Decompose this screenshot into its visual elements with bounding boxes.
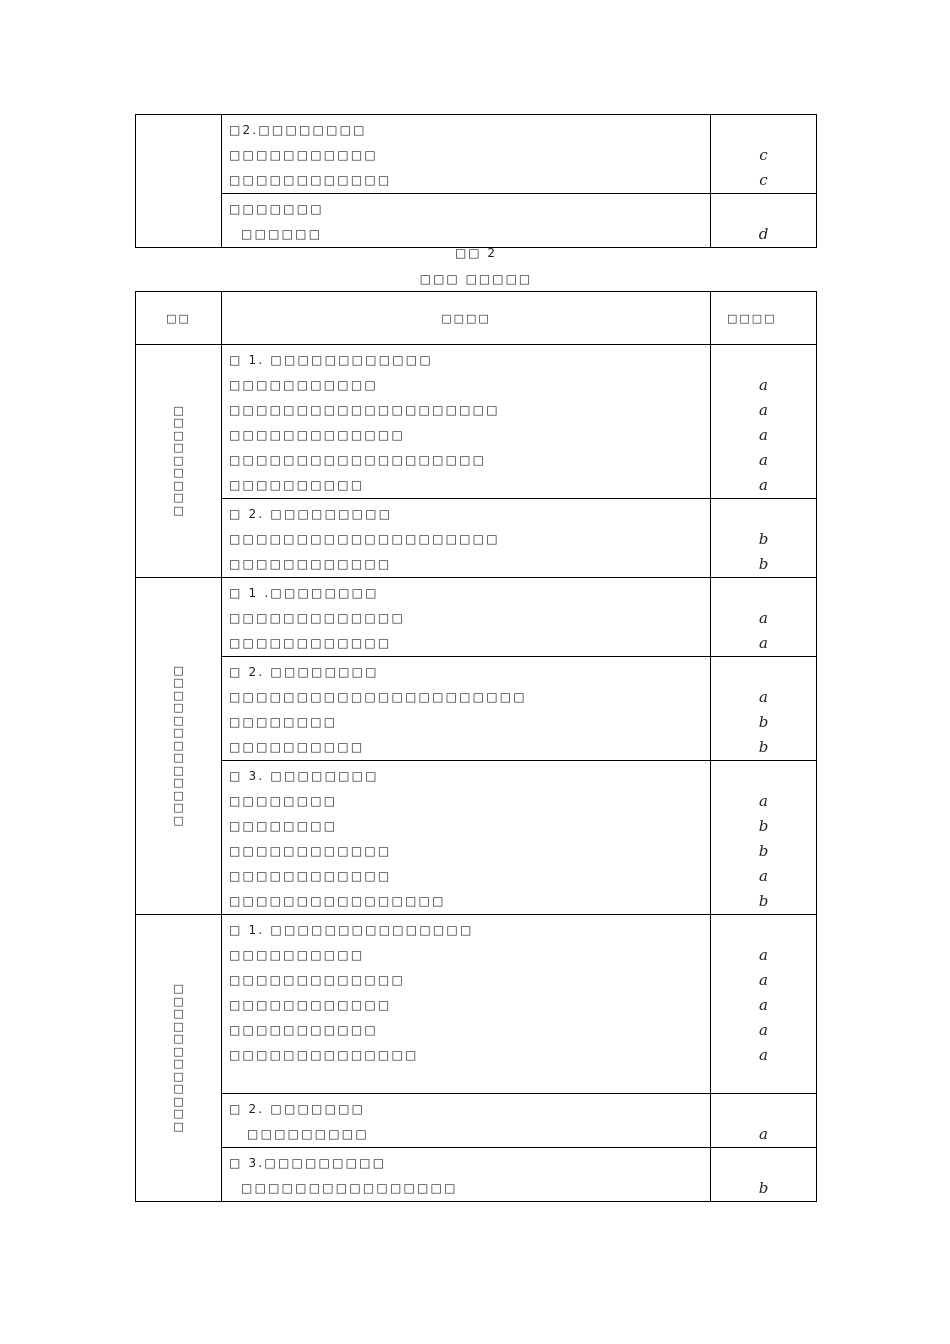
grade-value — [711, 348, 816, 373]
grade-value: b — [758, 1179, 769, 1197]
grade-value — [711, 764, 816, 789]
content-line: □□□□□□□□□□□□ — [229, 844, 392, 858]
grade-list — [711, 1148, 816, 1201]
grade-value: b — [758, 817, 769, 835]
content-lines — [222, 578, 710, 656]
content-lines — [222, 345, 710, 498]
content-line: □□□□□□□□□□□□ — [229, 636, 392, 650]
content-line: □ 1. □□□□□□□□□□□□□□□ — [229, 923, 474, 937]
grade-value: b — [758, 892, 769, 910]
content-lines — [222, 657, 710, 760]
content-line: □ 1 .□□□□□□□□ — [229, 586, 379, 600]
content-line: □□□□□□□□□ — [229, 1127, 369, 1141]
grade-list — [711, 499, 816, 577]
category-char: □ — [173, 1044, 184, 1058]
grade-value: a — [759, 426, 768, 444]
grade-cell — [711, 1148, 817, 1202]
grade-value — [711, 118, 816, 143]
category-char: □ — [173, 1082, 184, 1095]
grade-value: a — [759, 1046, 768, 1064]
table-row — [136, 915, 817, 1094]
grade-value: d — [758, 225, 769, 243]
content-line: □□□□□□□□□□□□□□□□□□□□ — [229, 403, 500, 417]
category-char: □ — [173, 726, 184, 740]
content-line: □□□□□□□□□□□□ — [229, 869, 392, 883]
content-line: □□□□□□□ — [229, 202, 324, 216]
grade-list — [711, 578, 816, 656]
content-line: □□□□□□□□□□□□□□□□ — [229, 1181, 458, 1195]
content-line: □□□□□□□□□□□□□ — [229, 973, 405, 987]
grade-value: b — [758, 842, 769, 860]
category-char: □ — [173, 788, 184, 802]
content-line: □□□□□□□□□□□ — [229, 148, 378, 162]
content-line: □□□□□□□□□□□□□□□□□□□□□□ — [229, 690, 527, 704]
content-line: □2.□□□□□□□□ — [229, 123, 367, 137]
grade-value: a — [759, 971, 768, 989]
grade-value: a — [759, 867, 768, 885]
grade-cell — [711, 657, 817, 761]
header-level: □□□□ — [711, 292, 817, 345]
grade-value: a — [759, 996, 768, 1014]
content-line: □□□□□□□□□□□□□□□□□□□ — [229, 453, 487, 467]
grade-value: a — [759, 401, 768, 419]
grade-value — [711, 918, 816, 943]
content-cell — [222, 1094, 711, 1148]
content-line: □□□□□□□□ — [229, 819, 338, 833]
content-lines — [222, 115, 710, 193]
category-char: □ — [173, 1057, 184, 1070]
table-row — [136, 578, 817, 657]
grade-value: c — [759, 146, 768, 164]
category-char: □ — [173, 1119, 184, 1133]
content-line: □□□□□□□□□□□□□□ — [229, 1048, 419, 1062]
category-char: □ — [173, 801, 184, 815]
content-line — [229, 1068, 710, 1093]
content-lines — [222, 1148, 710, 1201]
content-line: □□□□□□□□□□ — [229, 948, 365, 962]
grade-value — [711, 1068, 816, 1093]
content-line: □□□□□□□□□□□□□□□□ — [229, 894, 446, 908]
header-content: □□□□ — [222, 292, 711, 345]
content-cell — [222, 1148, 711, 1202]
grade-cell — [711, 578, 817, 657]
category-char: □ — [173, 1032, 184, 1045]
category-char: □ — [173, 982, 184, 995]
category-cell — [136, 345, 222, 578]
content-line: □□□□□□□□□□□□ — [229, 998, 392, 1012]
grade-value: a — [759, 476, 768, 494]
content-line: □□□□□□□□□□ — [229, 478, 365, 492]
category-char: □ — [173, 428, 184, 442]
continuation-table — [135, 114, 817, 248]
content-line: □ 3. □□□□□□□□ — [229, 769, 379, 783]
table-row — [136, 657, 817, 761]
content-line: □□□□□□□□□□□□ — [229, 173, 392, 187]
category-char: □ — [173, 416, 184, 430]
grade-value: a — [759, 634, 768, 652]
category-char: □ — [173, 663, 184, 677]
content-line: □□□□□□□□ — [229, 715, 338, 729]
category-cell — [136, 915, 222, 1202]
category-char: □ — [173, 491, 184, 505]
category-char: □ — [173, 701, 184, 715]
grade-value — [711, 197, 816, 222]
table-caption-title: □□□ □□□□□ — [419, 272, 533, 286]
grade-value: a — [759, 792, 768, 810]
category-char: □ — [173, 453, 184, 467]
category-char: □ — [173, 676, 184, 690]
grade-value: a — [759, 376, 768, 394]
category-char: □ — [173, 1094, 184, 1108]
category-char: □ — [173, 688, 184, 702]
grade-value: b — [758, 713, 769, 731]
grade-list — [711, 115, 816, 193]
table-caption-number: □□ 2 — [454, 246, 498, 260]
grade-value — [711, 660, 816, 685]
content-lines — [222, 194, 710, 247]
category-cell — [136, 115, 222, 248]
content-line: □ 2. □□□□□□□□□ — [229, 507, 393, 521]
content-cell — [222, 345, 711, 499]
content-lines — [222, 499, 710, 577]
grade-value: b — [758, 738, 769, 756]
content-line: □ 2. □□□□□□□□ — [229, 665, 379, 679]
category-char: □ — [173, 1007, 184, 1020]
category-char: □ — [173, 751, 184, 765]
content-cell — [222, 915, 711, 1094]
content-line: □□□□□□□□□□ — [229, 740, 365, 754]
category-char: □ — [173, 763, 184, 777]
grade-cell — [711, 499, 817, 578]
table-row — [136, 1148, 817, 1202]
content-line: □□□□□□□□□□□□□ — [229, 611, 405, 625]
category-char: □ — [173, 1019, 184, 1033]
grade-value: a — [759, 1125, 768, 1143]
category-char: □ — [173, 713, 184, 727]
grade-list — [711, 915, 816, 1093]
content-line: □□□□□□□□□□□□□□□□□□□□ — [229, 532, 500, 546]
content-cell — [222, 578, 711, 657]
grade-value — [711, 581, 816, 606]
standards-table — [135, 291, 817, 1202]
content-line: □□□□□□ — [229, 227, 323, 241]
grade-cell — [711, 345, 817, 499]
category-char: □ — [173, 441, 184, 455]
content-line: □□□□□□□□□□□ — [229, 378, 378, 392]
category-char: □ — [173, 503, 184, 517]
category-char: □ — [173, 478, 184, 492]
content-line: □ 3.□□□□□□□□□ — [229, 1156, 387, 1170]
category-char: □ — [173, 994, 184, 1008]
grade-cell — [711, 1094, 817, 1148]
grade-list — [711, 194, 816, 247]
category-char: □ — [173, 1107, 184, 1120]
table-row — [136, 115, 817, 194]
grade-list — [711, 1094, 816, 1147]
content-cell — [222, 194, 711, 248]
content-cell — [222, 657, 711, 761]
content-line: □□□□□□□□□□□□□ — [229, 428, 405, 442]
content-line: □ 2. □□□□□□□ — [229, 1102, 366, 1116]
grade-cell — [711, 915, 817, 1094]
grade-list — [711, 761, 816, 914]
content-lines — [222, 915, 710, 1093]
table-header-row — [136, 292, 817, 345]
content-line: □ 1. □□□□□□□□□□□□ — [229, 353, 433, 367]
table-row — [136, 761, 817, 915]
grade-value: a — [759, 688, 768, 706]
table-row — [136, 1094, 817, 1148]
content-cell — [222, 761, 711, 915]
category-cell — [136, 578, 222, 915]
grade-value — [711, 1151, 816, 1176]
content-line: □□□□□□□□□□□□ — [229, 557, 392, 571]
category-char: □ — [173, 776, 184, 790]
category-char: □ — [173, 813, 184, 827]
grade-value: b — [758, 530, 769, 548]
grade-value: b — [758, 555, 769, 573]
table-row — [136, 499, 817, 578]
grade-cell — [711, 194, 817, 248]
content-line: □□□□□□□□ — [229, 794, 338, 808]
content-cell — [222, 115, 711, 194]
grade-value: a — [759, 946, 768, 964]
grade-value: a — [759, 609, 768, 627]
category-char: □ — [173, 466, 184, 480]
content-line: □□□□□□□□□□□ — [229, 1023, 378, 1037]
grade-value — [711, 1097, 816, 1122]
grade-cell — [711, 115, 817, 194]
grade-value: a — [759, 1021, 768, 1039]
table-row — [136, 345, 817, 499]
content-cell — [222, 499, 711, 578]
content-lines — [222, 761, 710, 914]
header-category: □□ — [136, 292, 222, 345]
category-char: □ — [173, 403, 184, 417]
grade-value — [711, 502, 816, 527]
grade-value: c — [759, 171, 768, 189]
content-lines — [222, 1094, 710, 1147]
table-row — [136, 194, 817, 248]
category-char: □ — [173, 738, 184, 752]
grade-cell — [711, 761, 817, 915]
category-char: □ — [173, 1069, 184, 1083]
grade-value: a — [759, 451, 768, 469]
grade-list — [711, 345, 816, 498]
grade-list — [711, 657, 816, 760]
